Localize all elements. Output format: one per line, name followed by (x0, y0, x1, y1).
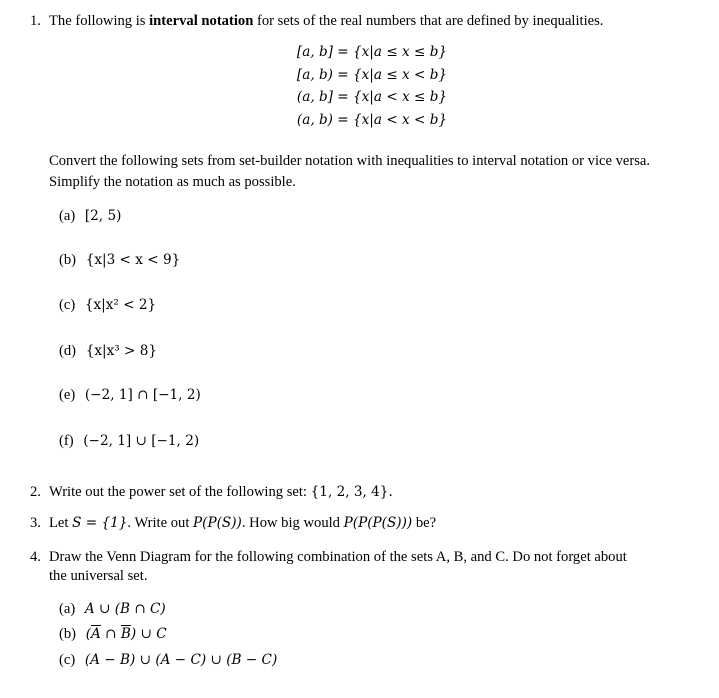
complement-a: $\overline{A}$ (91, 626, 101, 642)
part-expr: (−2, 1] ∩ [−1, 2) (84, 387, 201, 403)
problem-4-number: 4. (30, 549, 41, 565)
problem-1-number: 1. (30, 13, 41, 29)
part-1f (59, 432, 199, 450)
problem-3-let: Let (49, 515, 73, 531)
part-expr: {x|x³ > 8} (85, 343, 158, 359)
intro-text: The following is (49, 13, 150, 29)
problem-3-end: be? (412, 515, 437, 531)
part-expr: (A − B) ∪ (A − C) ∪ (B − C) (84, 652, 278, 668)
part-expr: [2, 5) (84, 208, 122, 224)
problem-1-intro (49, 12, 603, 30)
part-expr: {x|x² < 2} (84, 297, 157, 313)
part-expr (86, 626, 167, 642)
part-4a (59, 600, 166, 618)
instruction-line-2: Simplify the notation as much as possible. (49, 174, 296, 190)
part-expr: {x|3 < x < 9} (85, 252, 181, 268)
part-label: (a) (59, 601, 76, 617)
problem-4-line-2: the universal set. (49, 568, 148, 584)
part-4b (59, 625, 167, 643)
problem-3-mid2: . How big would (241, 515, 344, 531)
part-label: (d) (59, 343, 77, 359)
part-label: (f) (59, 433, 74, 449)
problem-2-text (49, 483, 393, 501)
problem-3-double-power-set: P(P(S)) (193, 515, 242, 531)
problem-2-set: {1, 2, 3, 4}. (310, 484, 393, 500)
problem-2-prompt: Write out the power set of the following set: (49, 484, 311, 500)
problem-4-line-1: Draw the Venn Diagram for the following combination of the sets A, B, and C. Do not forget about (49, 549, 627, 565)
intro-text-end: for sets of the real numbers that are defined by inequalities. (253, 13, 604, 29)
problem-3-triple-power-set: P(P(P(S))) (343, 515, 413, 531)
part-1b (59, 251, 180, 269)
expr-close: ) ∪ C (130, 626, 167, 642)
complement-b: $\overline{B}$ (120, 626, 131, 642)
part-expr: A ∪ (B ∩ C) (84, 601, 166, 617)
part-1d (59, 342, 157, 360)
part-expr: (−2, 1] ∪ [−1, 2) (83, 433, 200, 449)
expr-mid: ∩ (100, 626, 121, 642)
definition-half-open-right: [a, b) = {x|a ≤ x < b} (296, 66, 448, 83)
part-label: (b) (59, 252, 77, 268)
part-label: (c) (59, 297, 76, 313)
part-4c (59, 651, 277, 669)
expr-open: ( (85, 626, 91, 642)
part-label: (a) (59, 208, 76, 224)
part-1c (59, 296, 156, 314)
problem-2-number: 2. (30, 484, 41, 500)
problem-3-mid: . Write out (127, 515, 194, 531)
intro-bold: interval notation (149, 13, 254, 29)
definition-open: (a, b) = {x|a < x < b} (296, 111, 448, 128)
part-label: (c) (59, 652, 76, 668)
definition-half-open-left: (a, b] = {x|a < x ≤ b} (296, 89, 448, 105)
problem-3-number: 3. (30, 515, 41, 531)
part-label: (b) (59, 626, 77, 642)
interval-definitions (282, 44, 462, 134)
part-1a (59, 207, 121, 225)
part-1e (59, 386, 201, 404)
instruction-line-1: Convert the following sets from set-builder notation with inequalities to interval notation or vice versa. (49, 153, 651, 169)
part-label: (e) (59, 387, 76, 403)
problem-3-text (49, 514, 436, 532)
definition-closed: [a, b] = {x|a ≤ x ≤ b} (296, 44, 448, 60)
problem-3-set-def: S = {1} (72, 515, 128, 531)
